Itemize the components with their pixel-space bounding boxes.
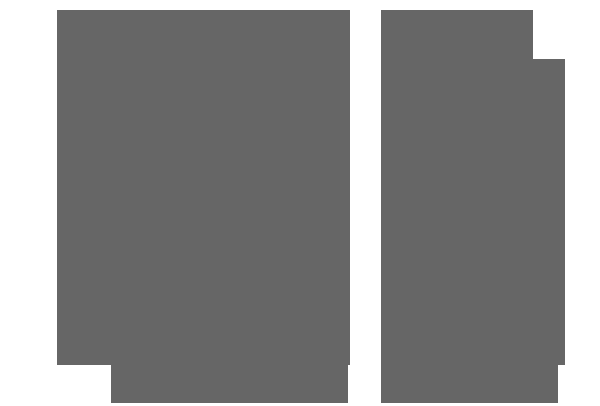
right-redaction-block (381, 10, 565, 403)
left-redaction-block (57, 10, 350, 403)
